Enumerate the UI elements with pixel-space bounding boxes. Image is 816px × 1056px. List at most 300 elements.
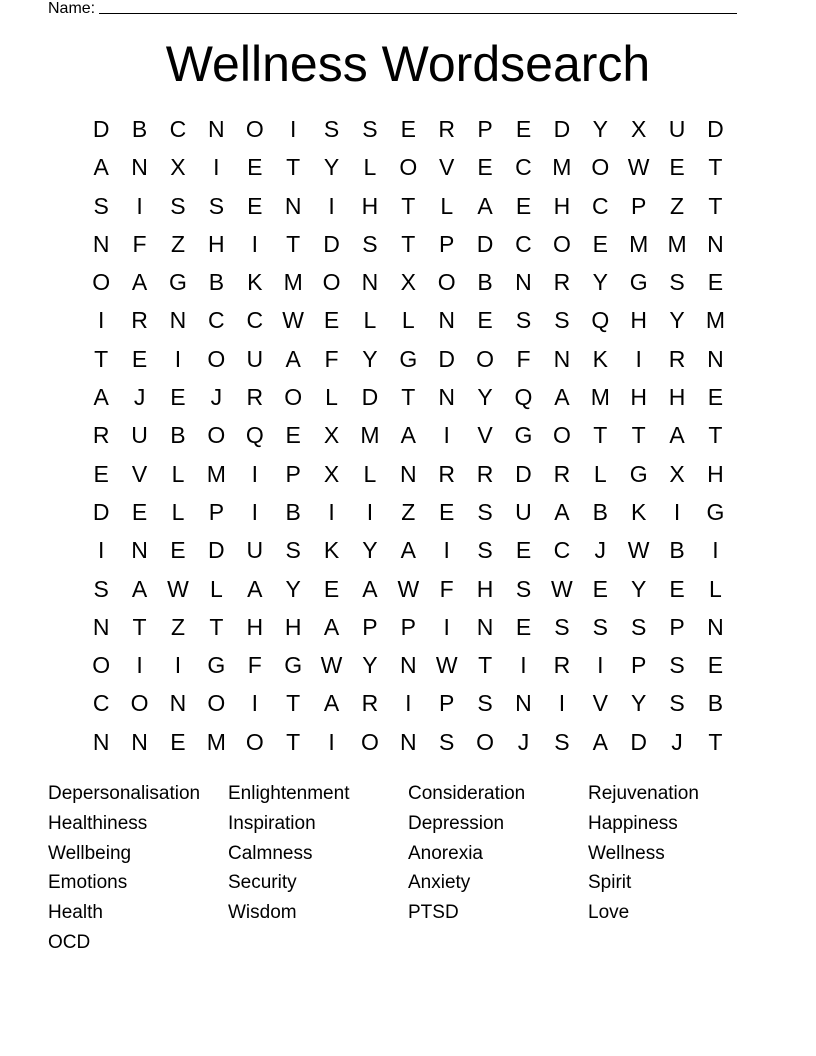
- grid-letter[interactable]: C: [515, 154, 532, 181]
- grid-letter[interactable]: H: [553, 192, 571, 219]
- grid-letter[interactable]: T: [94, 345, 109, 372]
- grid-letter[interactable]: S: [554, 728, 570, 755]
- grid-letter[interactable]: O: [245, 116, 264, 142]
- grid-letter[interactable]: O: [591, 154, 610, 181]
- grid-letter[interactable]: S: [630, 613, 647, 640]
- grid-letter[interactable]: U: [246, 345, 264, 372]
- grid-letter[interactable]: Y: [592, 116, 608, 142]
- grid-letter[interactable]: P: [477, 116, 493, 142]
- grid-letter[interactable]: P: [630, 652, 647, 679]
- grid-letter[interactable]: M: [590, 384, 610, 411]
- grid-letter[interactable]: U: [131, 422, 148, 449]
- grid-letter[interactable]: R: [476, 460, 494, 487]
- grid-letter[interactable]: V: [592, 690, 608, 717]
- grid-letter[interactable]: B: [131, 116, 148, 142]
- grid-letter[interactable]: X: [323, 460, 340, 487]
- grid-letter[interactable]: E: [323, 575, 340, 602]
- word-list: [48, 779, 768, 958]
- grid-letter[interactable]: Q: [591, 307, 610, 334]
- grid-letter[interactable]: L: [171, 460, 185, 487]
- grid-letter[interactable]: C: [208, 307, 225, 334]
- grid-letter[interactable]: X: [400, 269, 416, 296]
- grid-letter[interactable]: O: [207, 345, 226, 372]
- grid-letter[interactable]: I: [213, 154, 220, 181]
- grid-letter[interactable]: E: [93, 460, 109, 487]
- grid-letter[interactable]: H: [284, 613, 302, 640]
- grid-letter[interactable]: W: [551, 575, 573, 602]
- grid-letter[interactable]: O: [399, 154, 418, 181]
- grid-letter[interactable]: T: [401, 230, 416, 257]
- grid-letter[interactable]: E: [592, 575, 608, 602]
- grid-letter[interactable]: H: [707, 460, 724, 487]
- grid-letter[interactable]: L: [440, 192, 454, 219]
- grid-letter[interactable]: S: [669, 269, 685, 296]
- grid-letter[interactable]: O: [322, 269, 341, 296]
- grid-letter[interactable]: F: [132, 230, 147, 257]
- grid-letter[interactable]: H: [476, 575, 494, 602]
- grid-letter[interactable]: I: [98, 307, 105, 334]
- grid-letter[interactable]: N: [92, 230, 110, 257]
- grid-letter[interactable]: E: [592, 230, 608, 257]
- grid-letter[interactable]: T: [209, 613, 224, 640]
- grid-letter[interactable]: W: [320, 652, 343, 679]
- grid-letter[interactable]: C: [246, 307, 264, 334]
- grid-letter[interactable]: A: [400, 537, 416, 564]
- grid-letter[interactable]: N: [400, 460, 417, 487]
- letter-grid: [82, 110, 735, 761]
- grid-letter[interactable]: L: [593, 460, 607, 487]
- grid-letter[interactable]: T: [708, 728, 723, 755]
- grid-letter[interactable]: R: [438, 460, 456, 487]
- grid-letter[interactable]: A: [669, 422, 685, 449]
- grid-letter[interactable]: N: [438, 384, 456, 411]
- grid-letter[interactable]: N: [131, 154, 148, 181]
- grid-letter[interactable]: U: [246, 537, 264, 564]
- grid-letter[interactable]: N: [169, 690, 187, 717]
- grid-letter[interactable]: V: [477, 422, 493, 449]
- grid-letter[interactable]: D: [361, 384, 379, 411]
- grid-letter[interactable]: Z: [170, 613, 185, 640]
- grid-letter[interactable]: R: [246, 384, 264, 411]
- grid-letter[interactable]: H: [630, 384, 647, 411]
- grid-letter[interactable]: S: [362, 230, 378, 257]
- grid-letter[interactable]: A: [477, 192, 493, 219]
- grid-letter[interactable]: N: [707, 345, 724, 372]
- grid-letter[interactable]: P: [400, 613, 416, 640]
- grid-letter[interactable]: G: [399, 345, 418, 372]
- grid-letter[interactable]: S: [170, 192, 186, 219]
- grid-letter[interactable]: I: [251, 498, 258, 525]
- grid-letter[interactable]: D: [476, 230, 494, 257]
- grid-letter[interactable]: C: [92, 690, 110, 717]
- grid-letter[interactable]: R: [361, 690, 379, 717]
- grid-letter[interactable]: O: [476, 728, 495, 755]
- grid-letter[interactable]: J: [210, 384, 223, 411]
- grid-letter[interactable]: J: [594, 537, 607, 564]
- grid-letter[interactable]: F: [247, 652, 262, 679]
- grid-letter[interactable]: E: [707, 652, 724, 679]
- grid-letter[interactable]: N: [400, 728, 417, 755]
- grid-letter[interactable]: P: [362, 613, 378, 640]
- grid-letter[interactable]: M: [705, 307, 726, 334]
- grid-letter[interactable]: O: [130, 690, 149, 717]
- grid-letter[interactable]: S: [554, 307, 570, 334]
- grid-letter[interactable]: H: [246, 613, 264, 640]
- grid-letter[interactable]: D: [92, 116, 110, 142]
- grid-letter[interactable]: E: [131, 345, 148, 372]
- grid-letter[interactable]: S: [477, 690, 493, 717]
- grid-letter[interactable]: N: [515, 269, 532, 296]
- grid-letter[interactable]: M: [629, 230, 649, 257]
- grid-letter[interactable]: A: [400, 422, 416, 449]
- grid-letter[interactable]: T: [478, 652, 493, 679]
- grid-letter[interactable]: K: [323, 537, 340, 564]
- grid-letter[interactable]: L: [171, 498, 185, 525]
- grid-letter[interactable]: K: [630, 498, 647, 525]
- grid-letter[interactable]: I: [443, 613, 450, 640]
- grid-letter[interactable]: C: [553, 537, 571, 564]
- grid-letter[interactable]: I: [251, 230, 258, 257]
- grid-letter[interactable]: J: [133, 384, 146, 411]
- grid-letter[interactable]: P: [439, 690, 455, 717]
- grid-letter[interactable]: Y: [630, 575, 647, 602]
- grid-letter[interactable]: S: [93, 575, 109, 602]
- grid-letter[interactable]: O: [360, 728, 379, 755]
- grid-letter[interactable]: S: [669, 652, 685, 679]
- grid-letter[interactable]: Q: [245, 422, 264, 449]
- grid-letter[interactable]: H: [668, 384, 686, 411]
- grid-letter[interactable]: I: [405, 690, 412, 717]
- grid-letter[interactable]: A: [247, 575, 263, 602]
- grid-letter[interactable]: Q: [514, 384, 533, 411]
- grid-letter[interactable]: S: [285, 537, 301, 564]
- grid-letter[interactable]: S: [93, 192, 109, 219]
- grid-letter[interactable]: M: [667, 230, 687, 257]
- grid-letter[interactable]: V: [439, 154, 455, 181]
- grid-letter[interactable]: X: [630, 116, 647, 142]
- grid-letter[interactable]: D: [515, 460, 532, 487]
- grid-letter[interactable]: A: [362, 575, 378, 602]
- grid-letter[interactable]: T: [631, 422, 646, 449]
- grid-letter[interactable]: J: [517, 728, 530, 755]
- grid-letter[interactable]: E: [707, 384, 724, 411]
- grid-letter[interactable]: A: [131, 575, 148, 602]
- grid-letter[interactable]: I: [328, 192, 335, 219]
- grid-letter[interactable]: E: [400, 116, 416, 142]
- grid-letter[interactable]: X: [170, 154, 186, 181]
- word-list-item: Depression: [408, 812, 505, 834]
- grid-letter[interactable]: S: [323, 116, 340, 142]
- grid-letter[interactable]: N: [92, 728, 110, 755]
- name-label: Name:: [48, 0, 96, 17]
- grid-letter[interactable]: E: [170, 384, 186, 411]
- grid-letter[interactable]: E: [170, 728, 186, 755]
- grid-letter[interactable]: T: [286, 230, 301, 257]
- word-list-item: Health: [48, 902, 103, 924]
- grid-letter[interactable]: X: [323, 422, 340, 449]
- grid-letter[interactable]: R: [131, 307, 148, 334]
- grid-letter[interactable]: P: [439, 230, 455, 257]
- grid-letter[interactable]: R: [92, 422, 110, 449]
- grid-letter[interactable]: F: [439, 575, 454, 602]
- grid-letter[interactable]: N: [131, 728, 148, 755]
- grid-letter[interactable]: R: [668, 345, 686, 372]
- grid-letter[interactable]: D: [438, 345, 456, 372]
- word-list-item: OCD: [48, 931, 91, 953]
- grid-letter[interactable]: Y: [362, 345, 378, 372]
- grid-letter[interactable]: Y: [630, 690, 647, 717]
- grid-letter[interactable]: X: [669, 460, 685, 487]
- grid-letter[interactable]: D: [630, 728, 647, 755]
- grid-letter[interactable]: N: [361, 269, 379, 296]
- grid-letter[interactable]: A: [554, 384, 570, 411]
- grid-letter[interactable]: W: [282, 307, 304, 334]
- grid-letter[interactable]: N: [284, 192, 302, 219]
- grid-letter[interactable]: Z: [170, 230, 185, 257]
- grid-letter[interactable]: N: [515, 690, 532, 717]
- grid-letter[interactable]: I: [174, 652, 182, 679]
- grid-letter[interactable]: D: [553, 116, 571, 142]
- grid-letter[interactable]: H: [208, 230, 225, 257]
- grid-letter[interactable]: O: [92, 652, 111, 679]
- grid-letter[interactable]: G: [207, 652, 226, 679]
- grid-letter[interactable]: E: [669, 575, 685, 602]
- word-list-item: Spirit: [588, 872, 632, 894]
- grid-letter[interactable]: L: [363, 460, 377, 487]
- grid-letter[interactable]: E: [131, 498, 148, 525]
- grid-letter[interactable]: M: [360, 422, 380, 449]
- grid-letter[interactable]: Y: [669, 307, 685, 334]
- grid-letter[interactable]: S: [515, 575, 532, 602]
- grid-letter[interactable]: A: [592, 728, 608, 755]
- grid-letter[interactable]: W: [435, 652, 458, 679]
- grid-letter[interactable]: I: [673, 498, 681, 525]
- grid-letter[interactable]: S: [477, 537, 493, 564]
- grid-letter[interactable]: I: [520, 652, 527, 679]
- grid-letter[interactable]: A: [285, 345, 301, 372]
- grid-letter[interactable]: W: [167, 575, 189, 602]
- grid-letter[interactable]: G: [169, 269, 187, 296]
- grid-letter[interactable]: T: [401, 384, 416, 411]
- grid-letter[interactable]: A: [323, 613, 340, 640]
- grid-letter[interactable]: B: [669, 537, 685, 564]
- grid-letter[interactable]: G: [284, 652, 303, 679]
- grid-letter[interactable]: H: [630, 307, 647, 334]
- page-title: Wellness Wordsearch: [165, 36, 651, 92]
- grid-letter[interactable]: G: [514, 422, 533, 449]
- grid-letter[interactable]: Y: [323, 154, 340, 181]
- grid-letter[interactable]: B: [170, 422, 186, 449]
- word-list-item: Security: [228, 872, 297, 894]
- grid-letter[interactable]: E: [285, 422, 301, 449]
- grid-letter[interactable]: E: [515, 537, 532, 564]
- grid-letter[interactable]: O: [207, 422, 226, 449]
- grid-letter[interactable]: B: [592, 498, 608, 525]
- grid-letter[interactable]: T: [286, 154, 301, 181]
- grid-letter[interactable]: N: [208, 116, 225, 142]
- grid-letter[interactable]: N: [707, 230, 724, 257]
- grid-letter[interactable]: I: [328, 498, 335, 525]
- grid-letter[interactable]: T: [593, 422, 608, 449]
- grid-letter[interactable]: L: [363, 307, 377, 334]
- grid-letter[interactable]: U: [515, 498, 532, 525]
- grid-letter[interactable]: N: [476, 613, 494, 640]
- grid-letter[interactable]: M: [552, 154, 572, 181]
- grid-letter[interactable]: D: [323, 230, 340, 257]
- grid-letter[interactable]: N: [400, 652, 417, 679]
- grid-letter[interactable]: C: [169, 116, 187, 142]
- grid-letter[interactable]: E: [247, 154, 263, 181]
- grid-letter[interactable]: W: [397, 575, 420, 602]
- grid-letter[interactable]: A: [93, 384, 109, 411]
- grid-letter[interactable]: Y: [362, 652, 378, 679]
- grid-letter[interactable]: I: [251, 460, 258, 487]
- grid-letter[interactable]: S: [439, 728, 455, 755]
- grid-letter[interactable]: L: [709, 575, 722, 602]
- grid-letter[interactable]: T: [708, 422, 723, 449]
- grid-letter[interactable]: R: [553, 460, 571, 487]
- grid-letter[interactable]: N: [438, 307, 456, 334]
- grid-letter[interactable]: E: [170, 537, 186, 564]
- grid-letter[interactable]: N: [169, 307, 187, 334]
- grid-letter[interactable]: N: [553, 345, 571, 372]
- grid-letter[interactable]: O: [552, 230, 571, 257]
- grid-letter[interactable]: E: [669, 154, 685, 181]
- grid-letter[interactable]: F: [324, 345, 339, 372]
- grid-letter[interactable]: T: [708, 192, 723, 219]
- grid-letter[interactable]: I: [328, 728, 335, 755]
- grid-letter[interactable]: T: [286, 690, 301, 717]
- grid-letter[interactable]: I: [635, 345, 642, 372]
- grid-letter[interactable]: A: [131, 269, 148, 296]
- grid-letter[interactable]: I: [174, 345, 182, 372]
- grid-letter[interactable]: Z: [670, 192, 685, 219]
- grid-letter[interactable]: Y: [362, 537, 378, 564]
- grid-letter[interactable]: I: [443, 422, 450, 449]
- grid-letter[interactable]: I: [366, 498, 374, 525]
- grid-letter[interactable]: G: [706, 498, 725, 525]
- grid-letter[interactable]: T: [708, 154, 723, 181]
- grid-letter[interactable]: N: [92, 613, 110, 640]
- grid-letter[interactable]: I: [443, 537, 450, 564]
- grid-letter[interactable]: U: [668, 116, 686, 142]
- grid-letter[interactable]: P: [630, 192, 647, 219]
- grid-letter[interactable]: C: [591, 192, 609, 219]
- grid-letter[interactable]: D: [707, 116, 724, 142]
- grid-letter[interactable]: I: [597, 652, 604, 679]
- grid-letter[interactable]: R: [438, 116, 456, 142]
- grid-letter[interactable]: E: [515, 613, 532, 640]
- grid-letter[interactable]: T: [401, 192, 416, 219]
- grid-letter[interactable]: E: [477, 307, 493, 334]
- grid-letter[interactable]: H: [361, 192, 379, 219]
- grid-letter[interactable]: E: [247, 192, 263, 219]
- grid-letter[interactable]: R: [553, 269, 571, 296]
- grid-letter[interactable]: E: [439, 498, 455, 525]
- grid-letter[interactable]: I: [251, 690, 258, 717]
- grid-letter[interactable]: L: [325, 384, 338, 411]
- grid-letter[interactable]: E: [515, 192, 532, 219]
- grid-letter[interactable]: J: [671, 728, 683, 755]
- grid-letter[interactable]: L: [209, 575, 223, 602]
- word-list-item: Consideration: [408, 783, 526, 804]
- grid-letter[interactable]: B: [707, 690, 724, 717]
- grid-letter[interactable]: K: [247, 269, 263, 296]
- grid-letter[interactable]: W: [627, 154, 650, 181]
- grid-letter[interactable]: Y: [592, 269, 608, 296]
- grid-letter[interactable]: L: [401, 307, 415, 334]
- grid-letter[interactable]: P: [669, 613, 685, 640]
- word-list-item: Anxiety: [408, 872, 471, 894]
- grid-letter[interactable]: E: [515, 116, 532, 142]
- grid-letter[interactable]: R: [553, 652, 571, 679]
- grid-letter[interactable]: A: [323, 690, 340, 717]
- grid-letter[interactable]: B: [285, 498, 301, 525]
- grid-letter[interactable]: I: [289, 116, 297, 142]
- grid-letter[interactable]: E: [477, 154, 493, 181]
- grid-letter[interactable]: O: [245, 728, 264, 755]
- grid-letter[interactable]: S: [669, 690, 685, 717]
- grid-letter[interactable]: I: [712, 537, 719, 564]
- grid-letter[interactable]: T: [286, 728, 301, 755]
- grid-letter[interactable]: M: [283, 269, 303, 296]
- grid-letter[interactable]: E: [323, 307, 340, 334]
- grid-letter[interactable]: S: [592, 613, 608, 640]
- grid-letter[interactable]: O: [284, 384, 303, 411]
- grid-letter[interactable]: D: [92, 498, 110, 525]
- grid-letter[interactable]: G: [629, 460, 648, 487]
- grid-letter[interactable]: L: [363, 154, 377, 181]
- grid-letter[interactable]: V: [131, 460, 148, 487]
- grid-letter[interactable]: N: [707, 613, 724, 640]
- grid-letter[interactable]: I: [136, 192, 143, 219]
- grid-letter[interactable]: D: [208, 537, 225, 564]
- grid-letter[interactable]: K: [592, 345, 608, 372]
- grid-letter[interactable]: M: [206, 460, 226, 487]
- grid-letter[interactable]: S: [208, 192, 225, 219]
- grid-letter[interactable]: G: [629, 269, 648, 296]
- grid-letter[interactable]: E: [707, 269, 724, 296]
- grid-letter[interactable]: N: [131, 537, 148, 564]
- grid-letter[interactable]: T: [132, 613, 147, 640]
- grid-letter[interactable]: O: [92, 269, 111, 296]
- grid-letter[interactable]: F: [516, 345, 531, 372]
- grid-letter[interactable]: M: [206, 728, 226, 755]
- grid-letter[interactable]: Z: [401, 498, 416, 525]
- grid-letter[interactable]: Y: [285, 575, 301, 602]
- grid-letter[interactable]: P: [208, 498, 225, 525]
- grid-letter[interactable]: A: [93, 154, 109, 181]
- grid-letter[interactable]: O: [207, 690, 226, 717]
- grid-letter[interactable]: A: [554, 498, 570, 525]
- grid-letter[interactable]: I: [98, 537, 105, 564]
- grid-letter[interactable]: I: [558, 690, 566, 717]
- grid-letter[interactable]: S: [554, 613, 570, 640]
- grid-letter[interactable]: P: [285, 460, 301, 487]
- grid-letter[interactable]: S: [477, 498, 493, 525]
- grid-letter[interactable]: B: [477, 269, 493, 296]
- grid-letter[interactable]: B: [208, 269, 225, 296]
- grid-letter[interactable]: O: [552, 422, 571, 449]
- grid-letter[interactable]: W: [627, 537, 650, 564]
- grid-letter[interactable]: Y: [477, 384, 493, 411]
- grid-letter[interactable]: S: [362, 116, 378, 142]
- grid-letter[interactable]: C: [515, 230, 532, 257]
- grid-letter[interactable]: O: [476, 345, 495, 372]
- grid-letter[interactable]: S: [515, 307, 532, 334]
- grid-letter[interactable]: I: [136, 652, 143, 679]
- grid-letter[interactable]: O: [437, 269, 456, 296]
